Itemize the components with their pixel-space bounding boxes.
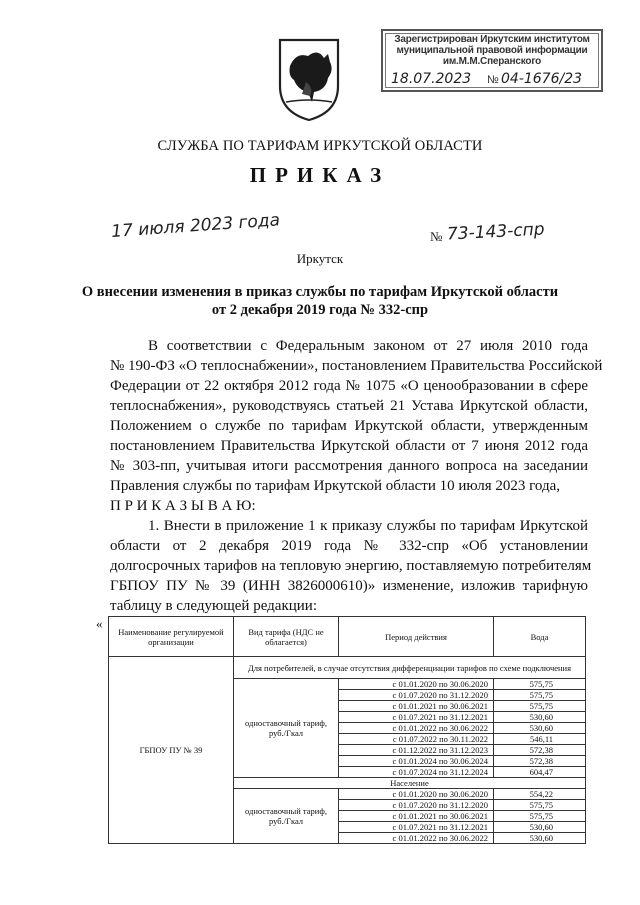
period-cell: с 01.01.2022 по 30.06.2022	[339, 723, 494, 734]
value-cell: 572,38	[494, 756, 586, 767]
period-cell: с 01.01.2022 по 30.06.2022	[339, 833, 494, 844]
stamp-line-1: Зарегистрирован Иркутским институтом	[394, 34, 590, 45]
order-number-label: №	[430, 229, 443, 244]
value-cell: 575,75	[494, 800, 586, 811]
tariff-type-cell: одноставочный тариф, руб./Гкал	[234, 679, 339, 778]
order-word: П Р И К А З Ы В А Ю:	[110, 498, 256, 514]
period-cell: с 01.01.2020 по 30.06.2020	[339, 789, 494, 800]
period-cell: с 01.01.2021 по 30.06.2021	[339, 811, 494, 822]
period-cell: с 01.01.2020 по 30.06.2020	[339, 679, 494, 690]
preamble-line: Правления службы по тарифам Иркутской области 10 июля 2023 года,	[110, 478, 560, 494]
item1-line: таблицу в следующей редакции:	[110, 598, 317, 614]
value-cell: 604,47	[494, 767, 586, 778]
preamble-line: В соответствии с Федеральным законом от 27 июля 2010 года	[148, 338, 588, 354]
tariff-type-cell: одноставочный тариф, руб./Гкал	[234, 789, 339, 844]
period-cell: с 01.07.2021 по 31.12.2021	[339, 822, 494, 833]
stamp-number: 04-1676/23	[501, 71, 583, 87]
header-period: Период действия	[339, 617, 494, 657]
document-type-title: ПРИКАЗ	[249, 163, 391, 187]
table-open-quote: «	[96, 616, 103, 631]
city: Иркутск	[296, 251, 344, 266]
stamp-line-2: муниципальной правовой информации	[396, 45, 588, 56]
header-tariff-type: Вид тарифа (НДС не облагается)	[234, 617, 339, 657]
value-cell: 575,75	[494, 679, 586, 690]
preamble-line: № 303-пп, учитывая итоги рассмотрения данного вопроса на заседании	[110, 458, 588, 474]
document-subject	[0, 283, 640, 319]
value-cell: 530,60	[494, 723, 586, 734]
value-cell: 530,60	[494, 822, 586, 833]
preamble-line: постановлением Правительства Иркутской области от 7 июня 2012 года	[110, 438, 588, 454]
period-cell: с 01.07.2021 по 31.12.2021	[339, 712, 494, 723]
organization-cell: ГБПОУ ПУ № 39	[109, 657, 234, 844]
period-cell: с 01.01.2024 по 30.06.2024	[339, 756, 494, 767]
header-water: Вода	[494, 617, 586, 657]
stamp-line-3: им.М.М.Сперанского	[442, 56, 542, 67]
handwritten-date: 17 июля 2023 года	[110, 210, 281, 242]
value-cell: 575,75	[494, 811, 586, 822]
value-cell: 575,75	[494, 701, 586, 712]
registration-stamp	[381, 29, 603, 92]
stamp-number-label: №	[487, 74, 499, 86]
period-cell: с 01.07.2022 по 30.11.2022	[339, 734, 494, 745]
value-cell: 530,60	[494, 833, 586, 844]
preamble-line: № 190-ФЗ «О теплоснабжении», постановлением Правительства Российской	[110, 358, 603, 374]
value-cell: 572,38	[494, 745, 586, 756]
stamp-date: 18.07.2023	[391, 71, 472, 87]
handwritten-order-number: 73-143-спр	[446, 219, 546, 245]
value-cell: 530,60	[494, 712, 586, 723]
tariff-table	[108, 616, 586, 844]
coat-of-arms-emblem	[276, 36, 342, 122]
item1-line: области от 2 декабря 2019 года № 332-спр «Об установлении	[110, 538, 588, 554]
table-header-row	[109, 617, 586, 657]
table-row	[109, 657, 586, 679]
issuing-authority: СЛУЖБА ПО ТАРИФАМ ИРКУТСКОЙ ОБЛАСТИ	[157, 138, 483, 154]
period-cell: с 01.01.2021 по 30.06.2021	[339, 701, 494, 712]
subject-line-1: О внесении изменения в приказ службы по тарифам Иркутской области	[81, 284, 559, 300]
value-cell: 554,22	[494, 789, 586, 800]
section-header: Для потребителей, в случае отсутствия дифференциации тарифов по схеме подключения	[234, 657, 586, 679]
value-cell: 575,75	[494, 690, 586, 701]
preamble-line: теплоснабжения», руководствуясь статьей 21 Устава Иркутской области,	[110, 398, 588, 414]
item1-line: ГБПОУ ПУ № 39 (ИНН 3826000610)» изменение, изложив тарифную	[110, 578, 588, 594]
value-cell: 546,11	[494, 734, 586, 745]
preamble-line: Федерации от 22 октября 2012 года № 1075 «О ценообразовании в сфере	[110, 378, 588, 394]
item1-line: 1. Внести в приложение 1 к приказу службы по тарифам Иркутской	[148, 518, 588, 534]
period-cell: с 01.12.2022 по 31.12.2023	[339, 745, 494, 756]
subject-line-2: от 2 декабря 2019 года № 332-спр	[211, 302, 429, 318]
period-cell: с 01.07.2024 по 31.12.2024	[339, 767, 494, 778]
period-cell: с 01.07.2020 по 31.12.2020	[339, 800, 494, 811]
preamble-line: Положением о службе по тарифам Иркутской области, утвержденным	[110, 418, 588, 434]
period-cell: с 01.07.2020 по 31.12.2020	[339, 690, 494, 701]
item1-line: долгосрочных тарифов на тепловую энергию, поставляемую потребителям	[110, 558, 592, 574]
section-header: Население	[234, 778, 586, 789]
header-organization: Наименование регулируемой организации	[109, 617, 234, 657]
